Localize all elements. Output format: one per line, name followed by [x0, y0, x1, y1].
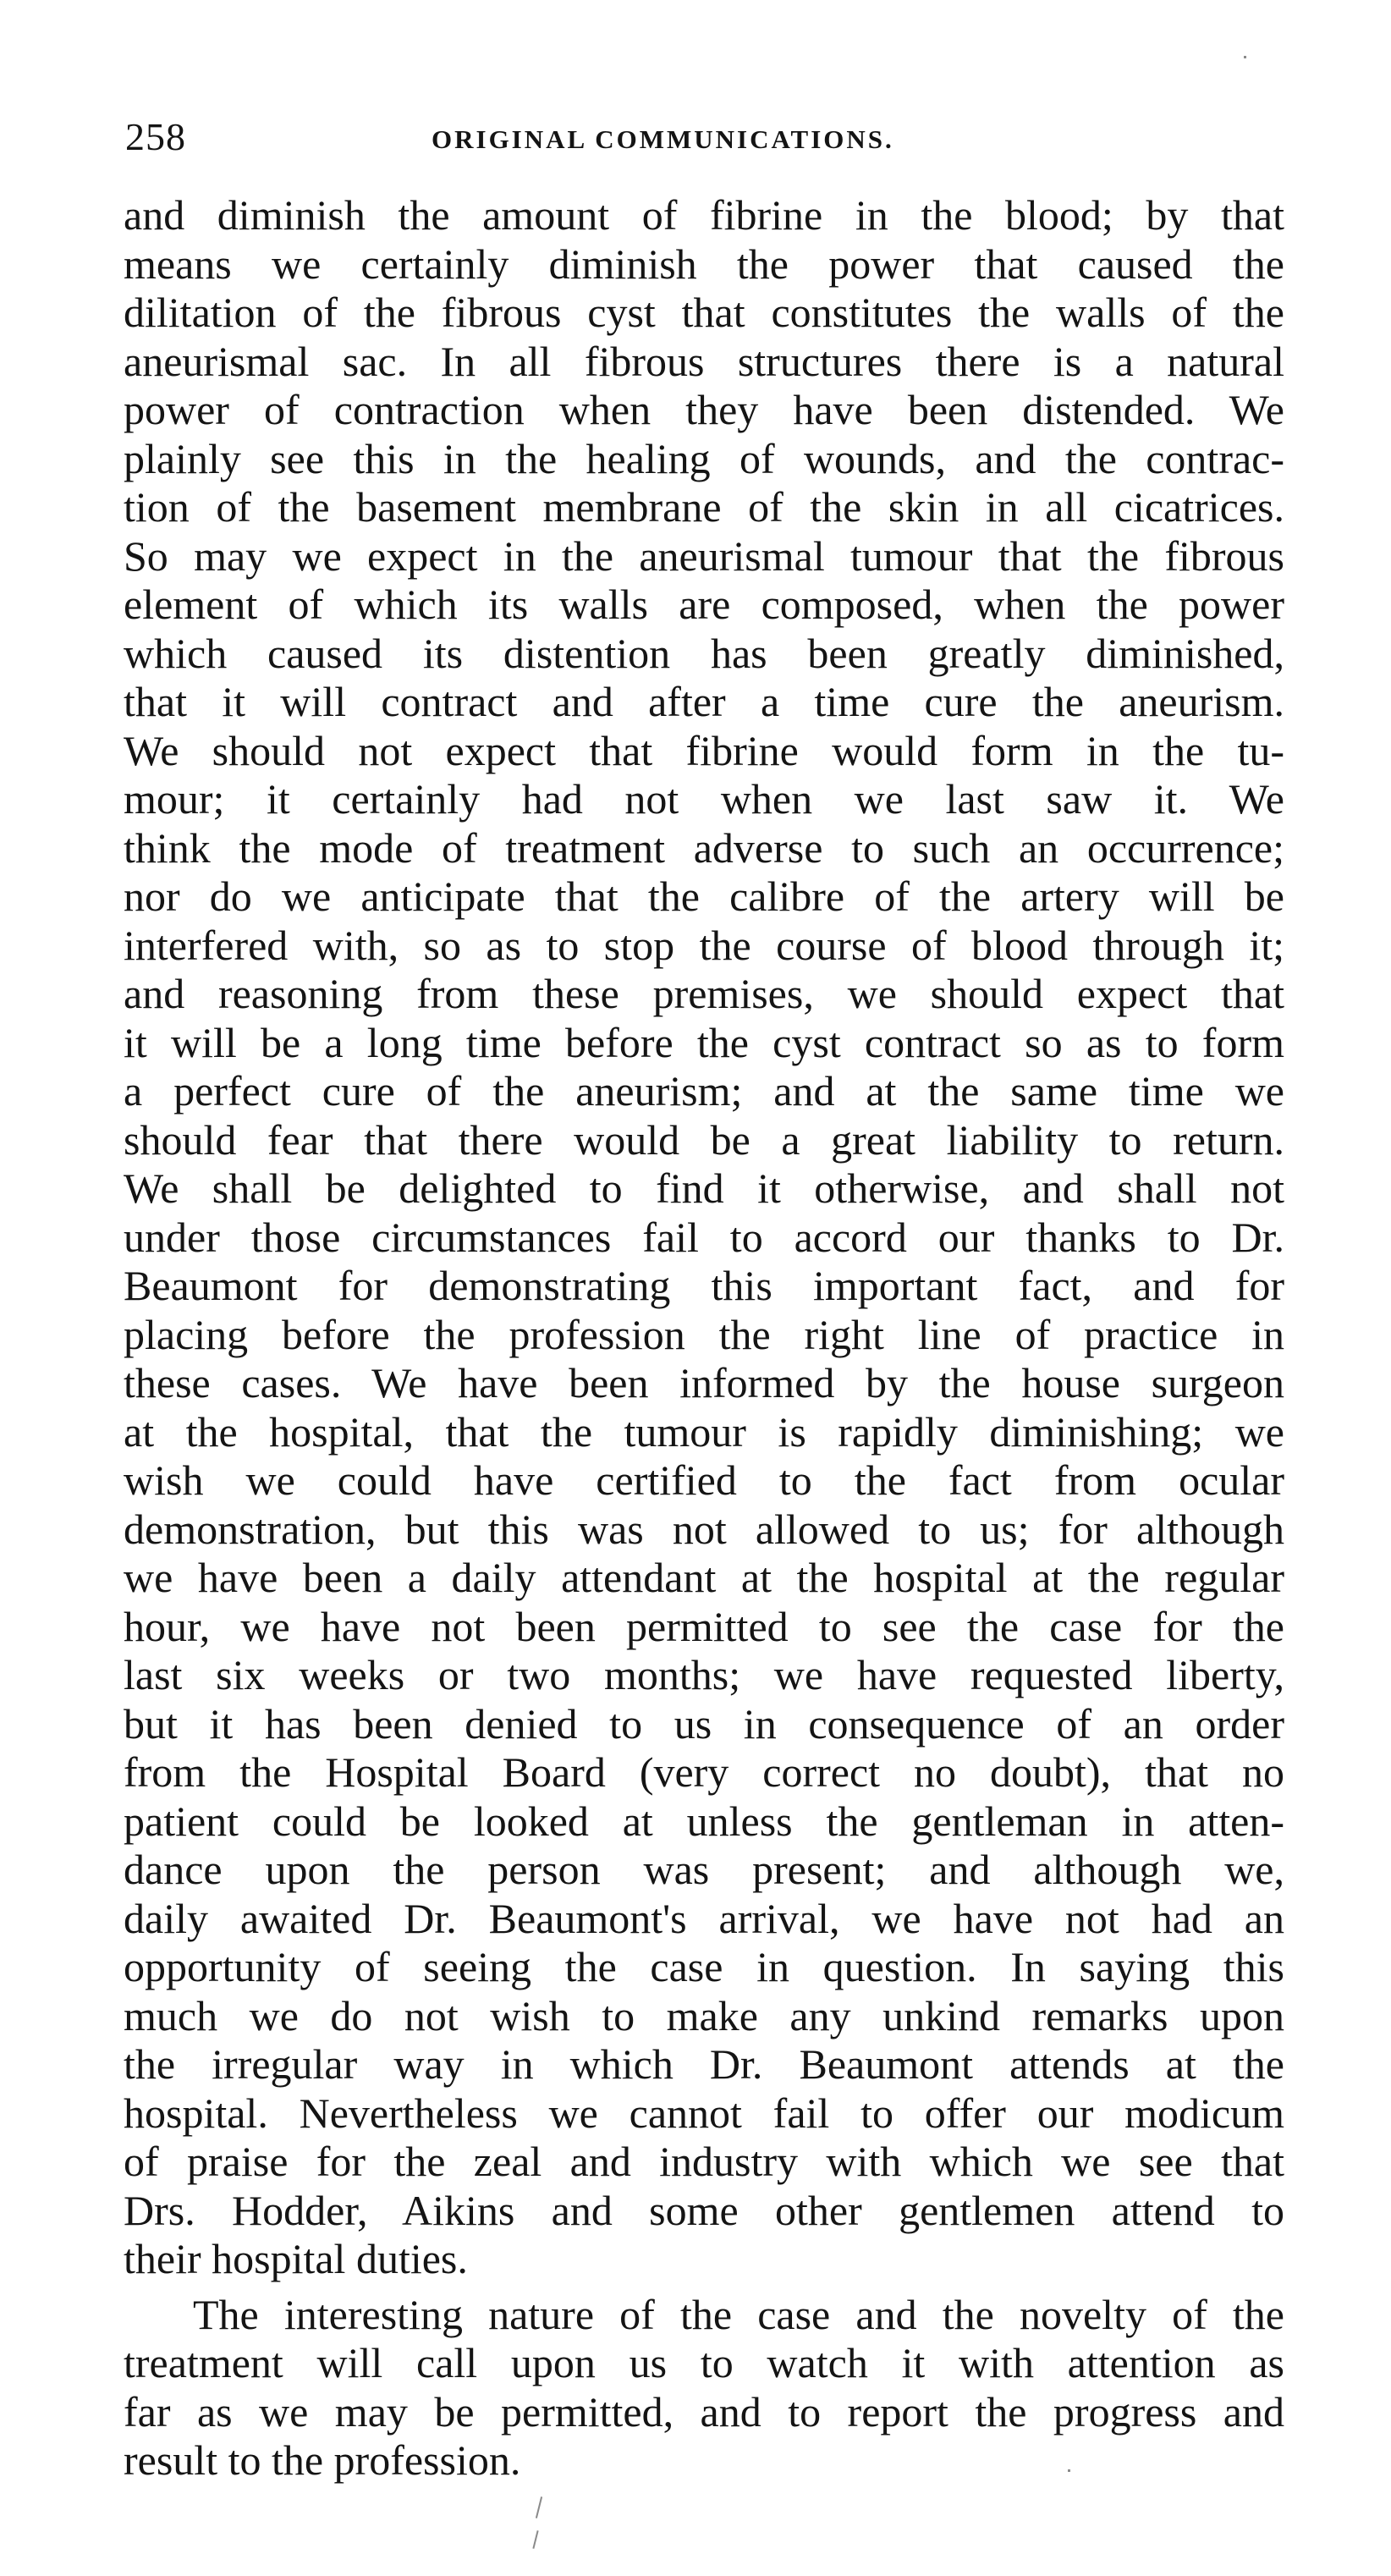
text-line: these cases. We have been informed by the house surgeon [124, 1359, 1284, 1406]
text-line: but it has been denied to us in consequence of an order [124, 1699, 1284, 1748]
text-line: under those circumstances fail to accord our thanks to Dr. [124, 1213, 1284, 1261]
running-title: ORIGINAL COMMUNICATIONS. [432, 124, 894, 154]
text-line: the irregular way in which Dr. Beaumont attends at the [124, 2040, 1284, 2088]
scan-mark [532, 2530, 538, 2549]
text-line: should fear that there would be a great liability to return. [124, 1115, 1284, 1164]
paragraph-1 [124, 191, 1284, 2284]
scan-mark [536, 2496, 542, 2518]
running-head [125, 112, 1259, 162]
text-line: So may we expect in the aneurismal tumour that the fibrous [124, 531, 1284, 580]
text-line: placing before the profession the right line of practice in [124, 1310, 1284, 1358]
text-line: we have been a daily attendant at the hospital at the regular [124, 1554, 1284, 1601]
text-line: power of contraction when they have been distended. We [124, 386, 1284, 433]
text-line: that it will contract and after a time cure the aneurism. [124, 678, 1284, 725]
text-line: and reasoning from these premises, we should expect that [124, 970, 1284, 1017]
text-line: at the hospital, that the tumour is rapidly diminishing; we [124, 1407, 1284, 1456]
text-line: Beaumont for demonstrating this important fact, and for [124, 1262, 1284, 1309]
text-line: nor do we anticipate that the calibre of the artery will be [124, 872, 1284, 920]
text-line: We shall be delighted to find it otherwise, and shall not [124, 1164, 1284, 1212]
text-line: far as we may be permitted, and to report the progress and [124, 2387, 1284, 2436]
text-line: aneurismal sac. In all fibrous structures there is a natural [124, 337, 1284, 385]
text-line: means we certainly diminish the power that caused the [124, 239, 1284, 288]
text-line: hour, we have not been permitted to see the case for the [124, 1602, 1284, 1650]
text-line: mour; it certainly had not when we last saw it. We [124, 775, 1284, 823]
text-line: from the Hospital Board (very correct no doubt), that no [124, 1748, 1284, 1796]
scan-speck [1244, 56, 1246, 58]
text-line: dilitation of the fibrous cyst that constitutes the walls of the [124, 289, 1284, 336]
text-line: element of which its walls are composed, when the power [124, 581, 1284, 628]
text-line: result to the profession. [124, 2436, 521, 2484]
text-line: of praise for the zeal and industry with which we see that [124, 2138, 1284, 2185]
paragraph-gap [124, 2284, 1284, 2291]
text-line: it will be a long time before the cyst contract so as to form [124, 1018, 1284, 1066]
text-line: which caused its distention has been greatly diminished, [124, 629, 1284, 677]
text-line: demonstration, but this was not allowed to us; for although [124, 1505, 1284, 1553]
text-line: The interesting nature of the case and the novelty of the [193, 2290, 1284, 2338]
text-line: treatment will call upon us to watch it with attention as [124, 2339, 1284, 2386]
text-line: and diminish the amount of fibrine in the blood; by that [124, 191, 1284, 239]
text-line: patient could be looked at unless the gentleman in atten- [124, 1797, 1284, 1845]
text-line: dance upon the person was present; and although we, [124, 1846, 1284, 1893]
text-line: hospital. Nevertheless we cannot fail to offer our modicum [124, 2089, 1284, 2137]
page-number: 258 [125, 115, 186, 158]
text-line: their hospital duties. [124, 2235, 468, 2282]
text-line: daily awaited Dr. Beaumont's arrival, we have not had an [124, 1894, 1284, 1942]
text-line: opportunity of seeing the case in question. In saying this [124, 1943, 1284, 1990]
scan-speck [1068, 2469, 1070, 2472]
text-line: wish we could have certified to the fact from ocular [124, 1456, 1284, 1504]
text-line: think the mode of treatment adverse to such an occurrence; [124, 823, 1284, 872]
body-text [124, 191, 1284, 2485]
text-line: much we do not wish to make any unkind remarks upon [124, 1991, 1284, 2039]
text-line: We should not expect that fibrine would form in the tu- [124, 726, 1284, 774]
text-line: interfered with, so as to stop the course of blood through it; [124, 921, 1284, 969]
text-line: a perfect cure of the aneurism; and at the same time we [124, 1067, 1284, 1115]
text-line: Drs. Hodder, Aikins and some other gentlemen attend to [124, 2186, 1284, 2234]
paragraph-2 [124, 2291, 1284, 2485]
text-line: last six weeks or two months; we have requested liberty, [124, 1651, 1284, 1698]
text-line: plainly see this in the healing of wounds, and the contrac- [124, 434, 1284, 482]
text-line: tion of the basement membrane of the skin in all cicatrices. [124, 483, 1284, 531]
